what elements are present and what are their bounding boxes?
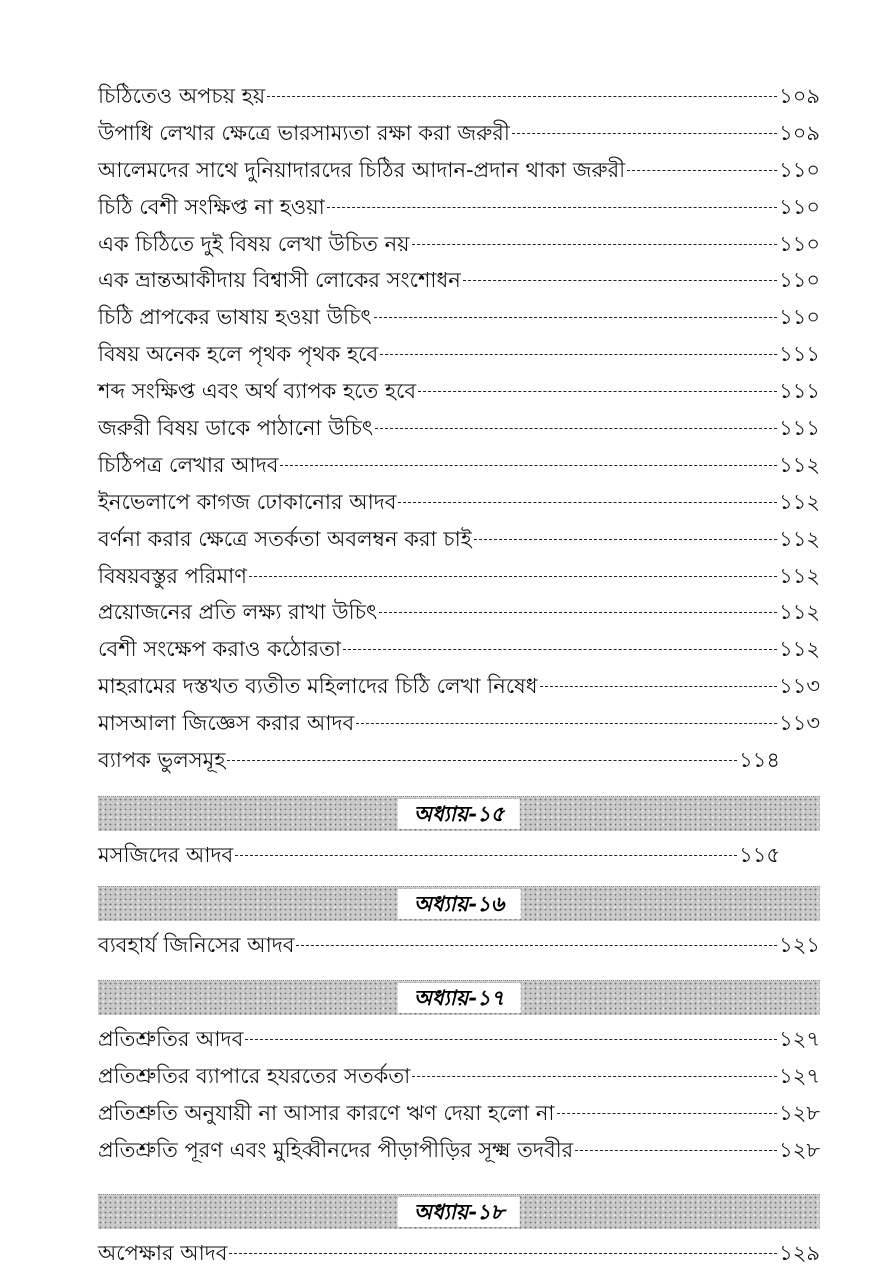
entry-page: ১১৩ [779, 674, 820, 699]
entry-title: বিষয়বস্তুর পরিমাণ [98, 563, 247, 588]
dot-leader [374, 317, 777, 318]
dot-leader [474, 539, 777, 540]
dot-leader [227, 760, 737, 761]
entry-page: ১১২ [779, 563, 820, 588]
chapter-section [98, 980, 820, 1169]
toc-entry [98, 837, 780, 874]
entry-page: ১১৫ [739, 843, 780, 867]
toc-entry [98, 1132, 820, 1169]
dot-leader [245, 1039, 777, 1040]
entry-page: ১১২ [779, 600, 820, 625]
dot-leader [249, 576, 777, 577]
entry-page: ১১০ [779, 231, 820, 256]
entry-page: ১১০ [779, 194, 820, 219]
toc-entry [98, 1058, 820, 1095]
entry-page: ১০৯ [779, 84, 820, 108]
entry-title: প্রতিশ্রুতির আদব [98, 1027, 244, 1051]
toc-entry [98, 742, 780, 779]
toc-entry [98, 484, 820, 521]
entry-title: মাহরামের দস্তখত ব্যতীত মহিলাদের চিঠি লেখা নিষেধ [98, 674, 538, 699]
dot-leader [280, 465, 777, 466]
toc-list [98, 78, 820, 779]
chapter-banner [98, 796, 820, 831]
dot-leader [229, 1253, 777, 1254]
dot-leader [627, 170, 777, 171]
entry-title: প্রতিশ্রুতির ব্যাপারে হযরতের সতর্কতা [98, 1063, 411, 1088]
dot-leader [557, 1113, 778, 1114]
entry-title: প্রতিশ্রুতি অনুযায়ী না আসার কারণে ঋণ দেয়া হলো না [98, 1100, 555, 1125]
entry-page: ১২১ [779, 933, 820, 957]
entry-page: ১১০ [779, 268, 820, 293]
chapter-banner [98, 886, 820, 921]
toc-entry [98, 299, 820, 336]
entry-page: ১১৪ [739, 748, 780, 773]
dot-leader [575, 1150, 777, 1151]
entry-title: ইনভেলাপে কাগজ ঢোকানোর আদব [98, 489, 397, 514]
entry-title: উপাধি লেখার ক্ষেত্রে ভারসাম্যতা রক্ষা করা জরুরী [98, 120, 510, 145]
chapter-heading: অধ্যায়-১৮ [398, 1197, 520, 1227]
dot-leader [235, 855, 737, 856]
chapter-section [98, 886, 820, 964]
entry-title: চিঠি বেশী সংক্ষিপ্ত না হওয়া [98, 194, 325, 219]
dot-leader [375, 428, 777, 429]
toc-entry [98, 373, 820, 410]
entry-title: বর্ণনা করার ক্ষেত্রে সতর্কতা অবলম্বন করা চাই [98, 526, 472, 551]
entry-page: ১২৮ [779, 1137, 820, 1162]
dot-leader [267, 96, 777, 97]
entry-page: ১১২ [779, 637, 820, 662]
toc-entry [98, 152, 820, 189]
toc-entry [98, 1235, 820, 1272]
entry-title: বিষয় অনেক হলে পৃথক পৃথক হবে [98, 342, 379, 367]
entry-title: মাসআলা জিজ্ঞেস করার আদব [98, 711, 355, 736]
dot-leader [412, 1076, 777, 1077]
toc-entry [98, 410, 820, 447]
entry-title: জরুরী বিষয় ডাকে পাঠানো উচিৎ [98, 416, 374, 441]
chapter-section [98, 1194, 820, 1272]
entry-title: অপেক্ষার আদব [98, 1241, 228, 1265]
toc-entry [98, 447, 820, 484]
toc-entry [98, 78, 820, 115]
entry-page: ১২৭ [779, 1027, 820, 1051]
chapter-heading: অধ্যায়-১৭ [398, 983, 521, 1013]
entry-page: ১১১ [779, 342, 820, 367]
entry-title: আলেমদের সাথে দুনিয়াদারদের চিঠির আদান-প্রদান থাকা জরুরী [98, 157, 626, 182]
entry-title: এক ভ্রান্তআকীদায় বিশ্বাসী লোকের সংশোধন [98, 268, 461, 293]
toc-entry [98, 115, 820, 152]
entry-title: শব্দ সংক্ষিপ্ত এবং অর্থ ব্যাপক হতে হবে [98, 379, 417, 404]
dot-leader [512, 133, 777, 134]
dot-leader [327, 207, 777, 208]
toc-entry [98, 521, 820, 558]
entry-title: প্রয়োজনের প্রতি লক্ষ্য রাখা উচিৎ [98, 600, 378, 625]
entry-page: ১১০ [779, 305, 820, 330]
entry-title: মসজিদের আদব [98, 843, 234, 867]
toc-entry [98, 631, 820, 668]
entry-page: ১১৩ [779, 711, 820, 736]
chapter-banner [98, 980, 820, 1015]
toc-entry [98, 1095, 820, 1132]
toc-entry [98, 262, 820, 299]
dot-leader [398, 502, 777, 503]
chapter-section [98, 796, 820, 874]
toc-entry [98, 189, 820, 226]
entry-title: বেশী সংক্ষেপ করাও কঠোরতা [98, 637, 341, 662]
entry-page: ১১২ [779, 526, 820, 551]
entry-title: প্রতিশ্রুতি পূরণ এবং মুহিব্বীনদের পীড়াপীড়ির সূক্ষ্ম তদবীর [98, 1137, 574, 1162]
entry-page: ১১১ [779, 379, 820, 404]
toc-entry [98, 705, 820, 742]
entry-page: ১০৯ [779, 120, 820, 145]
dot-leader [540, 686, 778, 687]
dot-leader [412, 244, 778, 245]
dot-leader [379, 612, 777, 613]
entry-page: ১১২ [779, 452, 820, 477]
entry-page: ১১১ [779, 416, 820, 441]
toc-entry [98, 668, 820, 705]
entry-page: ১২৯ [779, 1241, 820, 1265]
dot-leader [418, 391, 777, 392]
entry-title: চিঠিপত্র লেখার আদব [98, 452, 279, 477]
toc-entry [98, 594, 820, 631]
entry-title: চিঠি প্রাপকের ভাষায় হওয়া উচিৎ [98, 305, 372, 330]
entry-title: ব্যবহার্য জিনিসের আদব [98, 933, 295, 957]
dot-leader [343, 649, 777, 650]
entry-page: ১২৭ [779, 1063, 820, 1088]
entry-title: ব্যাপক ভুলসমূহ [98, 748, 226, 773]
toc-entry [98, 927, 820, 964]
entry-page: ১২৮ [779, 1100, 820, 1125]
toc-entry [98, 558, 820, 595]
dot-leader [296, 945, 777, 946]
entry-title: এক চিঠিতে দুই বিষয় লেখা উচিত নয় [98, 231, 410, 256]
chapter-banner [98, 1194, 820, 1229]
toc-entry [98, 226, 820, 263]
chapter-heading: অধ্যায়-১৬ [398, 889, 521, 919]
dot-leader [463, 280, 777, 281]
dot-leader [356, 723, 777, 724]
entry-page: ১১০ [779, 157, 820, 182]
entry-page: ১১২ [779, 489, 820, 514]
dot-leader [380, 354, 777, 355]
toc-entry [98, 1021, 820, 1058]
chapter-heading: অধ্যায়-১৫ [398, 799, 520, 829]
toc-entry [98, 336, 820, 373]
entry-title: চিঠিতেও অপচয় হয় [98, 84, 266, 108]
